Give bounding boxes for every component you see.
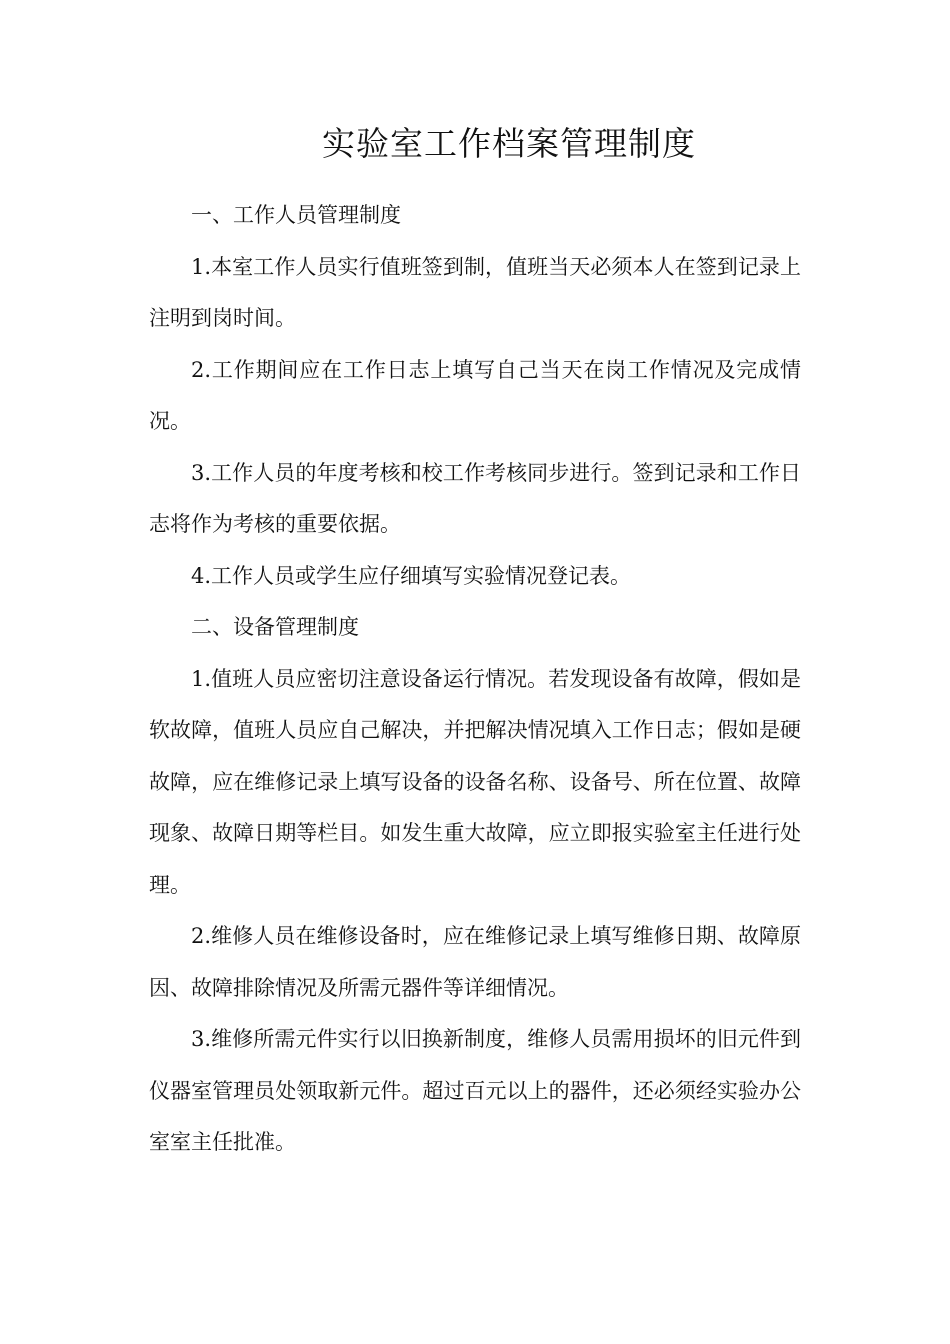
section-heading-personnel: 一、工作人员管理制度 [191, 203, 401, 227]
section-heading-equipment: 二、设备管理制度 [191, 615, 359, 639]
paragraph-personnel-1: 1.本室工作人员实行值班签到制，值班当天必须本人在签到记录上注明到岗时间。 [149, 254, 801, 330]
paragraph-equipment-3: 3.维修所需元件实行以旧换新制度，维修人员需用损坏的旧元件到仪器室管理员处领取新元件。超过百元以上的器件，还必须经实验办公室室主任批准。 [149, 1027, 801, 1154]
paragraph-equipment-2: 2.维修人员在维修设备时，应在维修记录上填写维修日期、故障原因、故障排除情况及所需元器件等详细情况。 [149, 924, 801, 1000]
paragraph-equipment-1: 1.值班人员应密切注意设备运行情况。若发现设备有故障，假如是软故障，值班人员应自己解决，并把解决情况填入工作日志；假如是硬故障，应在维修记录上填写设备的设备名称、设备号、所在位置、故障现象、故障日期等栏目。如发生重大故障，应立即报实验室主任进行处理。 [149, 666, 801, 897]
document-title: 实验室工作档案管理制度 [322, 124, 696, 163]
paragraph-personnel-4: 4.工作人员或学生应仔细填写实验情况登记表。 [191, 563, 632, 588]
document-body [149, 190, 801, 1169]
paragraph-personnel-3: 3.工作人员的年度考核和校工作考核同步进行。签到记录和工作日志将作为考核的重要依据。 [149, 460, 801, 536]
paragraph-personnel-2: 2.工作期间应在工作日志上填写自己当天在岗工作情况及完成情况。 [149, 357, 801, 433]
